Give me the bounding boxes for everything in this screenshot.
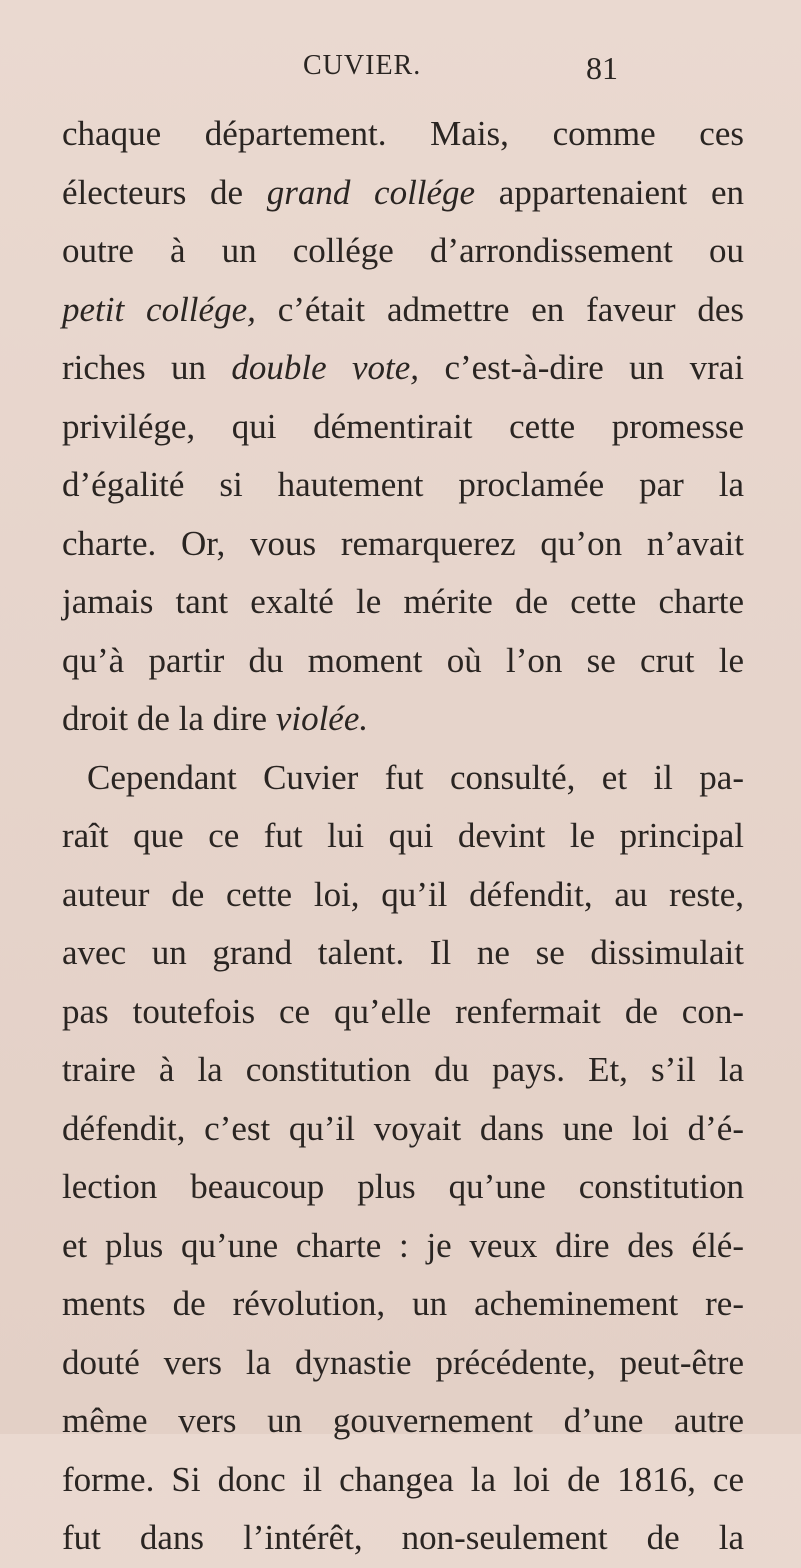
text-line: [62, 632, 744, 691]
page-number: 81: [586, 50, 618, 86]
text-line: [62, 105, 744, 164]
text-span: fut dans l’intérêt, non-seulement de la: [62, 1518, 744, 1557]
text-span: outre à un collége d’arrondissement ou: [62, 231, 744, 270]
text-span: privilége, qui démentirait cette promesse: [62, 406, 744, 446]
italic-text: petit collége,: [62, 289, 256, 329]
text-line: [62, 1041, 744, 1100]
text-span: d’égalité si hautement proclamée par la: [62, 465, 744, 504]
text-line: [62, 866, 744, 925]
text-span: défendit, c’est qu’il voyait dans une loi d’é-: [62, 1108, 744, 1148]
text-span: chaque département. Mais, comme ces: [62, 114, 744, 153]
text-span: Cependant Cuvier fut consulté, et il pa-: [87, 757, 744, 797]
running-head: CUVIER.: [303, 50, 422, 81]
text-line: [62, 1509, 744, 1568]
italic-text: violée.: [275, 699, 369, 738]
text-line: [62, 924, 744, 983]
text-span: c’est-à-dire un vrai: [419, 348, 744, 387]
text-span: même vers un gouvernement d’une autre: [62, 1401, 744, 1440]
text-span: riches un: [62, 348, 232, 387]
text-span: pas toutefois ce qu’elle renfermait de con-: [62, 991, 744, 1031]
text-span: douté vers la dynastie précédente, peut-être: [62, 1342, 744, 1382]
text-line: [62, 398, 744, 457]
text-span: et plus qu’une charte : je veux dire des élé-: [62, 1225, 744, 1265]
text-line: [62, 281, 744, 340]
body-text: [62, 105, 744, 1568]
text-span: qu’à partir du moment où l’on se crut le: [62, 640, 744, 680]
text-line: [62, 1275, 744, 1334]
italic-text: double vote,: [231, 348, 420, 387]
text-span: charte. Or, vous remarquerez qu’on n’avait: [62, 523, 744, 563]
text-line: [62, 1217, 744, 1276]
text-span: électeurs de: [62, 172, 267, 212]
text-span: forme. Si donc il changea la loi de 1816, ce: [62, 1459, 744, 1499]
text-span: auteur de cette loi, qu’il défendit, au reste,: [62, 874, 744, 914]
text-span: avec un grand talent. Il ne se dissimulait: [62, 933, 744, 972]
text-line: [62, 749, 744, 808]
text-line: [62, 1451, 744, 1510]
text-line: [62, 1392, 744, 1451]
text-line: [62, 1158, 744, 1217]
text-span: droit de la dire: [62, 699, 276, 738]
text-line: [62, 222, 744, 281]
text-line: [62, 515, 744, 574]
text-span: traire à la constitution du pays. Et, s’il la: [62, 1050, 744, 1089]
text-span: appartenaient en: [475, 172, 744, 212]
text-line: [62, 1100, 744, 1159]
text-line: [62, 456, 744, 515]
text-line: [62, 164, 744, 223]
italic-text: grand collége: [266, 172, 476, 212]
text-span: c’était admettre en faveur des: [255, 289, 744, 329]
text-span: raît que ce fut lui qui devint le principal: [62, 816, 744, 855]
text-span: ments de révolution, un acheminement re-: [62, 1284, 744, 1323]
text-line: [62, 339, 744, 398]
text-line: [62, 573, 744, 632]
text-span: lection beaucoup plus qu’une constitution: [62, 1167, 744, 1206]
page-header: [0, 50, 801, 90]
text-line: [62, 983, 744, 1042]
text-line: [62, 1334, 744, 1393]
text-span: jamais tant exalté le mérite de cette charte: [62, 582, 744, 621]
text-line: [62, 807, 744, 866]
text-line: [62, 690, 744, 749]
